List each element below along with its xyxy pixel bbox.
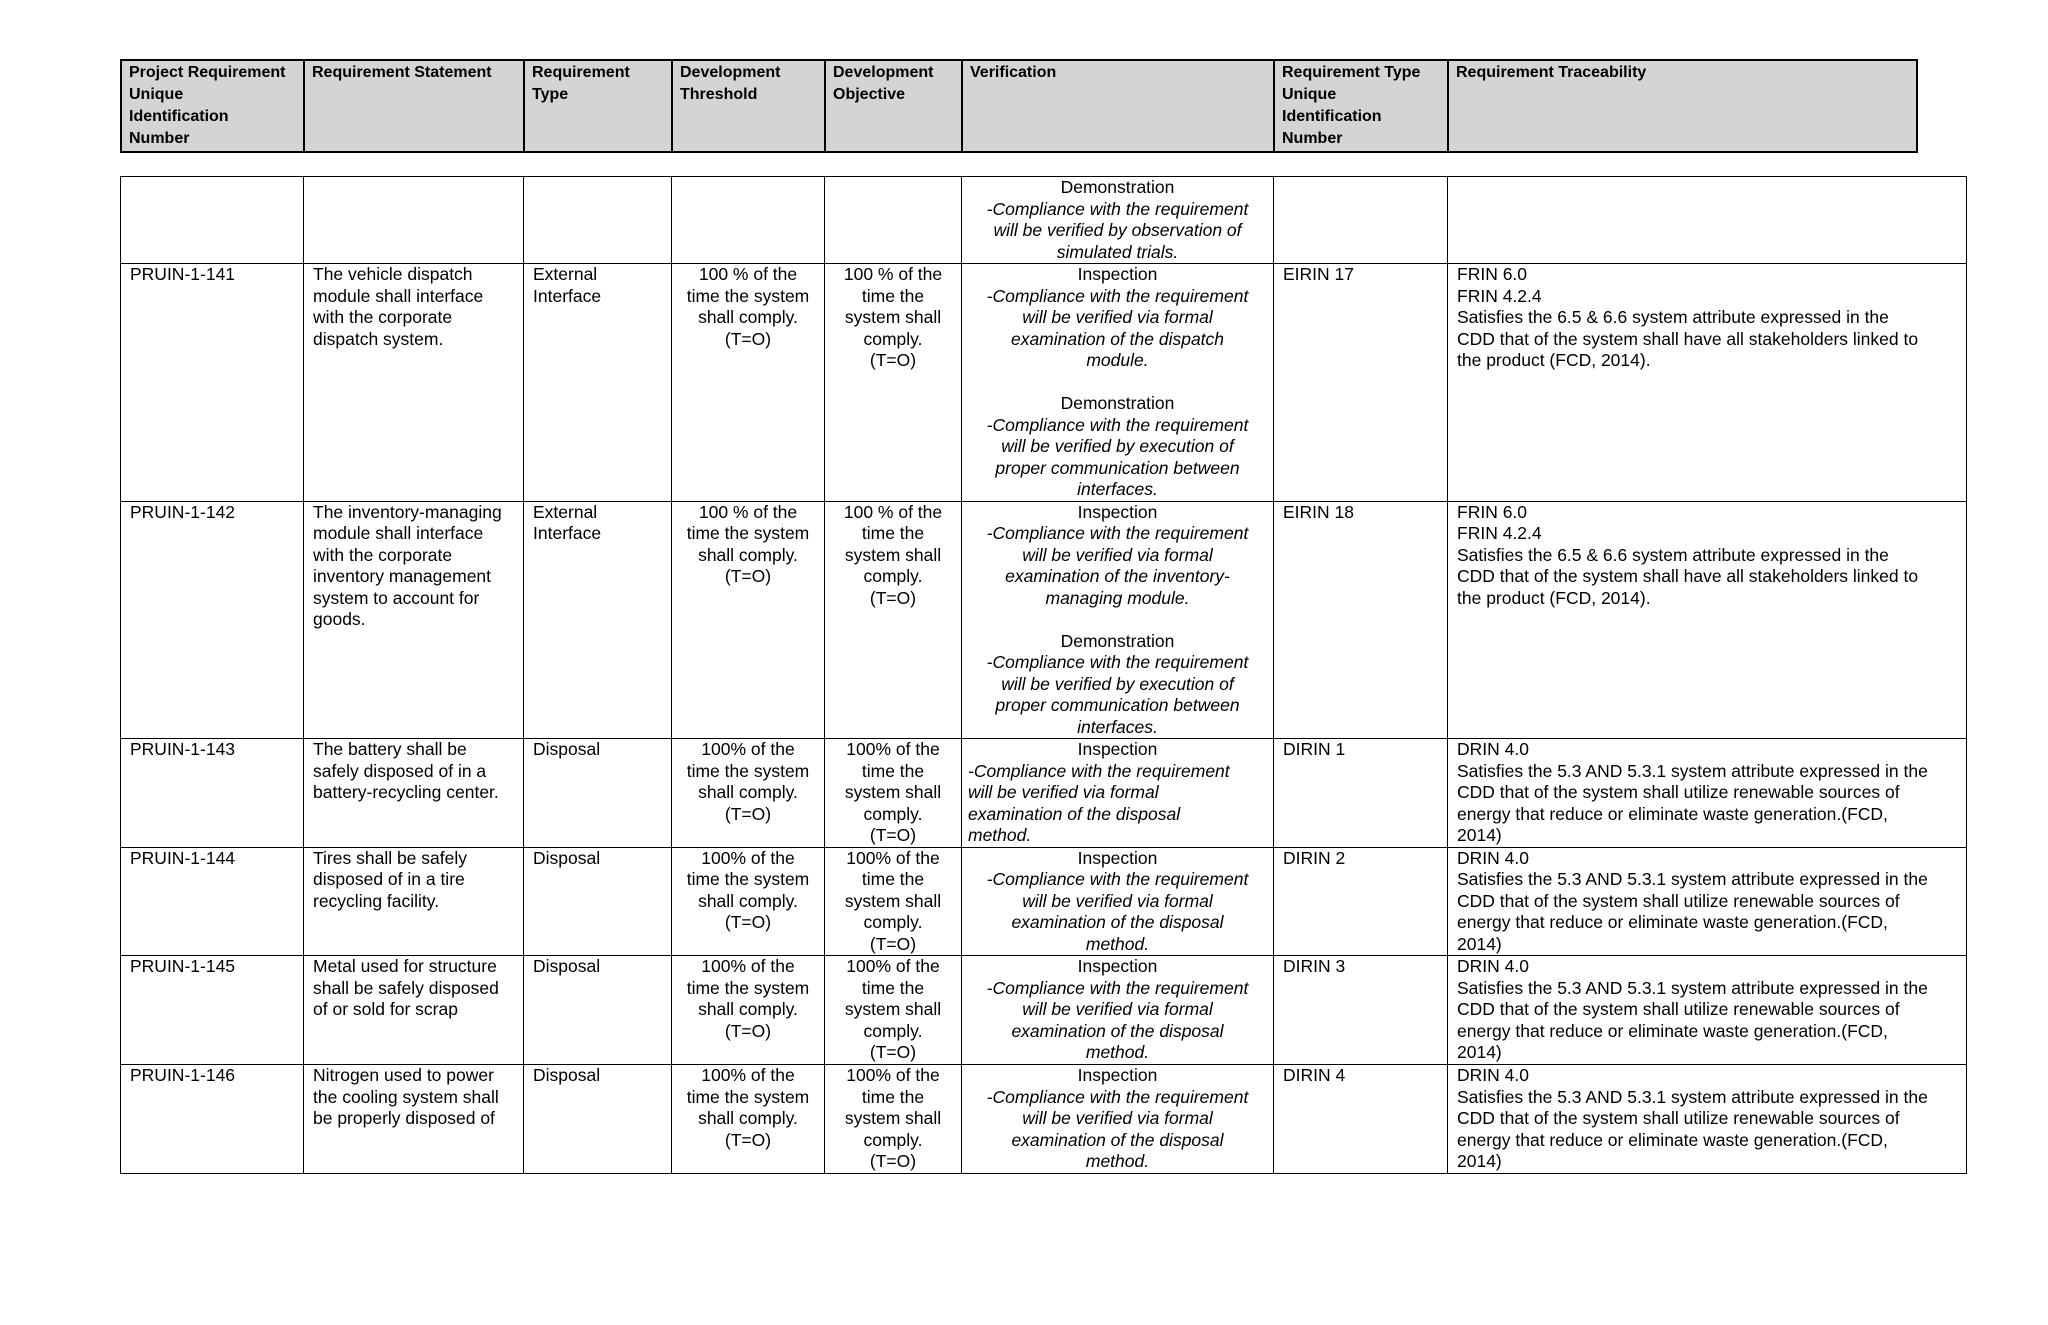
header-development-objective	[825, 60, 962, 152]
requirement-id: PRUIN-1-142	[121, 501, 304, 739]
text-line: shall comply.	[698, 782, 798, 802]
text-line: energy that reduce or eliminate waste generation.(FCD,	[1457, 912, 1888, 932]
text-line: Satisfies the 5.3 AND 5.3.1 system attribute expressed in the	[1457, 760, 1928, 781]
text-line: system shall	[844, 544, 942, 565]
text-line: Threshold	[680, 86, 758, 103]
text-line: Identification	[129, 108, 229, 125]
text-line: system shall	[844, 782, 942, 802]
text-line: The vehicle dispatch	[313, 264, 473, 284]
text-line: time the system	[686, 1086, 810, 1107]
text-line: Number	[129, 130, 190, 147]
text-line: shall comply.	[698, 999, 798, 1019]
text-line: 2014)	[1457, 933, 1502, 954]
development-objective	[825, 264, 962, 502]
text-line: examination of the disposal	[1011, 1129, 1224, 1150]
text-line: (T=O)	[869, 825, 917, 845]
text-line: 100% of the	[846, 1065, 940, 1085]
text-line: 100% of the	[701, 847, 795, 868]
text-line: shall comply.	[698, 544, 798, 565]
text-line: Number	[1282, 130, 1343, 147]
text-line: (T=O)	[869, 1042, 917, 1062]
development-threshold	[672, 956, 825, 1065]
text-line: (T=O)	[869, 1151, 917, 1171]
text-line: Unique	[1282, 86, 1337, 103]
text-line: 100 % of the	[843, 264, 943, 284]
text-line: 100% of the	[701, 1065, 795, 1085]
text-line: 100 % of the	[698, 264, 798, 284]
text-line: 2014)	[1457, 825, 1502, 845]
development-threshold	[672, 847, 825, 956]
text-line: recycling facility.	[313, 890, 440, 911]
text-line: CDD that of the system shall utilize renewable sources of	[1457, 890, 1900, 911]
header-row	[121, 60, 1917, 152]
text-line: 100% of the	[846, 739, 940, 759]
requirement-row	[121, 264, 1967, 502]
text-line: (T=O)	[724, 1129, 772, 1150]
text-line: (T=O)	[869, 350, 917, 370]
text-line: the cooling system shall	[313, 1086, 499, 1107]
text-line: Development	[833, 64, 934, 81]
text-line: will be verified by observation of	[993, 220, 1242, 240]
text-line: module.	[1086, 350, 1149, 370]
text-line: comply.	[863, 912, 923, 932]
text-line: the product (FCD, 2014).	[1457, 587, 1651, 608]
text-line: (T=O)	[724, 328, 772, 349]
text-line: Satisfies the 5.3 AND 5.3.1 system attribute expressed in the	[1457, 977, 1928, 998]
development-objective	[825, 956, 962, 1065]
text-line: comply.	[863, 328, 923, 349]
requirement-row	[121, 847, 1967, 956]
text-line: system shall	[844, 307, 942, 327]
text-line: be properly disposed of	[313, 1108, 495, 1128]
text-line: interfaces.	[1077, 479, 1158, 499]
text-line: system to account for	[313, 587, 480, 608]
requirement-type-id: DIRIN 1	[1274, 739, 1448, 848]
requirement-row	[121, 501, 1967, 739]
requirement-statement	[304, 1065, 524, 1174]
text-line: time the system	[686, 869, 810, 889]
text-line: Tires shall be safely	[313, 847, 467, 868]
requirement-type	[524, 847, 672, 956]
text-line: -Compliance with the requirement	[986, 414, 1249, 435]
empty-cell	[672, 177, 825, 264]
requirement-type	[524, 501, 672, 739]
text-line: FRIN 6.0	[1457, 264, 1528, 284]
text-line: External	[533, 501, 598, 522]
text-line: comply.	[863, 566, 923, 586]
requirement-statement	[304, 739, 524, 848]
text-line: CDD that of the system shall have all stakeholders linked to	[1457, 566, 1919, 586]
text-line: will be verified via formal	[1022, 1108, 1213, 1128]
text-line: DRIN 4.0	[1457, 1065, 1529, 1085]
requirement-type-id: DIRIN 2	[1274, 847, 1448, 956]
text-line: will be verified by execution of	[1001, 673, 1234, 694]
text-line: Interface	[533, 523, 602, 543]
text-line: time the system	[686, 523, 810, 543]
continuation-row	[121, 177, 1967, 264]
text-line: 100 % of the	[843, 501, 943, 522]
text-line: 100% of the	[846, 847, 940, 868]
text-line: method.	[968, 825, 1032, 845]
header-project-requirement-id	[121, 60, 304, 152]
requirement-id: PRUIN-1-143	[121, 739, 304, 848]
text-line: module shall interface	[313, 285, 484, 306]
requirement-statement	[304, 956, 524, 1065]
text-line: Requirement Type	[1282, 64, 1421, 81]
development-objective	[825, 739, 962, 848]
text-line: -Compliance with the requirement	[968, 760, 1230, 781]
verification-method: Inspection	[1077, 501, 1158, 522]
verification-method: Demonstration	[1060, 630, 1175, 651]
text-line: time the system	[686, 760, 810, 781]
text-line: 100 % of the	[698, 501, 798, 522]
text-line: Requirement	[532, 64, 630, 81]
text-line: module shall interface	[313, 523, 484, 543]
header-verification: Verification	[962, 60, 1274, 152]
text-line: inventory management	[313, 566, 492, 586]
header-development-threshold	[672, 60, 825, 152]
requirement-row	[121, 1065, 1967, 1174]
requirement-traceability	[1448, 956, 1967, 1065]
empty-cell	[524, 177, 672, 264]
requirement-statement	[304, 264, 524, 502]
text-line: will be verified via formal	[1022, 890, 1213, 911]
text-line: time the system	[686, 285, 810, 306]
text-line: interfaces.	[1077, 716, 1158, 737]
text-line: comply.	[863, 1129, 923, 1150]
verification	[962, 264, 1274, 502]
verification-method: Inspection	[1077, 847, 1158, 868]
text-line: comply.	[863, 803, 923, 824]
continuation-verification	[962, 177, 1274, 264]
text-line: -Compliance with the requirement	[986, 198, 1249, 219]
text-line: (T=O)	[724, 803, 772, 824]
header-requirement-traceability: Requirement Traceability	[1448, 60, 1917, 152]
requirements-body	[121, 177, 1967, 1174]
verification	[962, 501, 1274, 739]
verification-method: Demonstration	[1060, 177, 1175, 197]
text-line: managing module.	[1045, 587, 1190, 608]
text-line: 100% of the	[701, 739, 795, 759]
requirement-id: PRUIN-1-145	[121, 956, 304, 1065]
text-line: shall be safely disposed	[313, 977, 499, 998]
requirement-traceability	[1448, 264, 1967, 502]
text-line: proper communication between	[995, 457, 1240, 478]
requirement-type	[524, 264, 672, 502]
verification	[962, 847, 1274, 956]
text-line: dispatch system.	[313, 328, 444, 349]
text-line: CDD that of the system shall utilize renewable sources of	[1457, 999, 1900, 1019]
text-line: 100% of the	[701, 956, 795, 976]
text-line: examination of the disposal	[1011, 1020, 1224, 1041]
empty-cell	[1274, 177, 1448, 264]
text-line: Disposal	[533, 739, 601, 759]
text-line: DRIN 4.0	[1457, 739, 1529, 759]
text-line: 2014)	[1457, 1042, 1502, 1062]
text-line: -Compliance with the requirement	[986, 869, 1249, 889]
requirement-traceability	[1448, 501, 1967, 739]
development-threshold	[672, 1065, 825, 1174]
verification	[962, 739, 1274, 848]
verification-method: Inspection	[1077, 956, 1158, 976]
text-line: method.	[1085, 933, 1150, 954]
text-line: time the	[861, 869, 925, 889]
text-line: 2014)	[1457, 1151, 1502, 1171]
text-line: DRIN 4.0	[1457, 956, 1529, 976]
development-threshold	[672, 739, 825, 848]
requirement-row	[121, 956, 1967, 1065]
development-threshold	[672, 264, 825, 502]
text-line: Development	[680, 64, 781, 81]
text-line: method.	[1085, 1042, 1150, 1062]
text-line: disposed of in a tire	[313, 869, 465, 889]
empty-cell	[304, 177, 524, 264]
verification-method: Inspection	[1077, 739, 1158, 759]
development-objective	[825, 501, 962, 739]
text-line: Disposal	[533, 956, 601, 976]
text-line: will be verified via formal	[968, 782, 1159, 802]
text-line: method.	[1085, 1151, 1150, 1171]
requirement-type-id: EIRIN 18	[1274, 501, 1448, 739]
text-line: (T=O)	[869, 587, 917, 608]
text-line: DRIN 4.0	[1457, 847, 1529, 868]
text-line: system shall	[844, 890, 942, 911]
text-line: Interface	[533, 285, 602, 306]
text-line: (T=O)	[869, 933, 917, 954]
text-line: examination of the dispatch	[1010, 328, 1225, 349]
text-line: Metal used for structure	[313, 956, 497, 976]
text-line: Unique	[129, 86, 184, 103]
text-line: will be verified by execution of	[1001, 436, 1234, 456]
text-line: time the	[861, 523, 925, 543]
text-line: goods.	[313, 609, 366, 629]
text-line: Satisfies the 5.3 AND 5.3.1 system attribute expressed in the	[1457, 1086, 1928, 1107]
text-line: shall comply.	[698, 307, 798, 327]
text-line: of or sold for scrap	[313, 999, 458, 1019]
verification	[962, 956, 1274, 1065]
text-line: (T=O)	[724, 1020, 772, 1041]
text-line: Satisfies the 6.5 & 6.6 system attribute expressed in the	[1457, 307, 1889, 327]
text-line: Type	[532, 86, 569, 103]
text-line: The battery shall be	[313, 739, 467, 759]
text-line: Project Requirement	[129, 64, 286, 81]
text-line: Satisfies the 6.5 & 6.6 system attribute expressed in the	[1457, 544, 1889, 565]
text-line: -Compliance with the requirement	[986, 523, 1249, 543]
text-line: External	[533, 264, 598, 284]
text-line: Nitrogen used to power	[313, 1065, 494, 1085]
spacer	[968, 372, 1267, 394]
text-line: safely disposed of in a	[313, 760, 487, 781]
empty-cell	[1448, 177, 1967, 264]
text-line: -Compliance with the requirement	[986, 285, 1249, 306]
text-line: the product (FCD, 2014).	[1457, 350, 1651, 370]
empty-cell	[825, 177, 962, 264]
verification-description	[968, 199, 1267, 264]
text-line: Satisfies the 5.3 AND 5.3.1 system attribute expressed in the	[1457, 869, 1928, 889]
text-line: (T=O)	[724, 566, 772, 586]
requirement-id: PRUIN-1-146	[121, 1065, 304, 1174]
verification-method: Demonstration	[1060, 393, 1175, 413]
text-line: comply.	[863, 1020, 923, 1041]
header-requirement-type-id	[1274, 60, 1448, 152]
text-line: time the	[861, 1086, 925, 1107]
requirement-type	[524, 956, 672, 1065]
text-line: FRIN 4.2.4	[1457, 285, 1542, 306]
text-line: CDD that of the system shall have all stakeholders linked to	[1457, 328, 1919, 349]
text-line: energy that reduce or eliminate waste generation.(FCD,	[1457, 1129, 1888, 1150]
requirement-traceability	[1448, 847, 1967, 956]
text-line: Disposal	[533, 847, 601, 868]
text-line: FRIN 6.0	[1457, 501, 1528, 522]
text-line: with the corporate	[313, 307, 453, 327]
requirement-row	[121, 739, 1967, 848]
text-line: time the	[861, 760, 925, 781]
requirement-traceability	[1448, 739, 1967, 848]
spacer	[968, 609, 1267, 631]
text-line: examination of the inventory-	[1005, 566, 1230, 586]
text-line: with the corporate	[313, 544, 453, 565]
text-line: will be verified via formal	[1022, 307, 1213, 327]
text-line: FRIN 4.2.4	[1457, 523, 1542, 543]
header-requirement-statement: Requirement Statement	[304, 60, 524, 152]
text-line: system shall	[844, 999, 942, 1019]
requirement-type-id: EIRIN 17	[1274, 264, 1448, 502]
requirement-type	[524, 1065, 672, 1174]
requirement-statement	[304, 847, 524, 956]
text-line: The inventory-managing	[313, 501, 502, 522]
requirement-type-id: DIRIN 4	[1274, 1065, 1448, 1174]
text-line: will be verified via formal	[1022, 544, 1213, 565]
text-line: -Compliance with the requirement	[986, 652, 1249, 672]
text-line: -Compliance with the requirement	[986, 1086, 1249, 1107]
text-line: (T=O)	[724, 912, 772, 932]
text-line: shall comply.	[698, 890, 798, 911]
text-line: energy that reduce or eliminate waste generation.(FCD,	[1457, 1020, 1888, 1041]
requirement-id: PRUIN-1-141	[121, 264, 304, 502]
verification-method: Inspection	[1077, 1065, 1158, 1085]
text-line: CDD that of the system shall utilize renewable sources of	[1457, 782, 1900, 802]
header-requirement-type	[524, 60, 672, 152]
header-table	[120, 59, 1918, 153]
text-line: shall comply.	[698, 1108, 798, 1128]
requirement-traceability	[1448, 1065, 1967, 1174]
requirement-type-id: DIRIN 3	[1274, 956, 1448, 1065]
text-line: time the	[861, 977, 925, 998]
text-line: Identification	[1282, 108, 1382, 125]
verification	[962, 1065, 1274, 1174]
requirement-statement	[304, 501, 524, 739]
text-line: will be verified via formal	[1022, 999, 1213, 1019]
empty-cell	[121, 177, 304, 264]
text-line: simulated trials.	[1056, 241, 1179, 262]
text-line: proper communication between	[995, 695, 1240, 715]
text-line: 100% of the	[846, 956, 940, 976]
text-line: system shall	[844, 1108, 942, 1128]
requirement-id: PRUIN-1-144	[121, 847, 304, 956]
requirements-table	[120, 176, 1967, 1174]
text-line: time the system	[686, 977, 810, 998]
development-objective	[825, 847, 962, 956]
text-line: battery-recycling center.	[313, 782, 499, 802]
development-threshold	[672, 501, 825, 739]
text-line: energy that reduce or eliminate waste generation.(FCD,	[1457, 803, 1888, 824]
text-line: time the	[861, 285, 925, 306]
requirement-type	[524, 739, 672, 848]
text-line: examination of the disposal	[968, 803, 1181, 824]
text-line: Disposal	[533, 1065, 601, 1085]
verification-method: Inspection	[1077, 264, 1158, 284]
text-line: examination of the disposal	[1011, 912, 1224, 932]
development-objective	[825, 1065, 962, 1174]
text-line: -Compliance with the requirement	[986, 977, 1249, 998]
text-line: CDD that of the system shall utilize renewable sources of	[1457, 1108, 1900, 1128]
text-line: Objective	[833, 86, 906, 103]
